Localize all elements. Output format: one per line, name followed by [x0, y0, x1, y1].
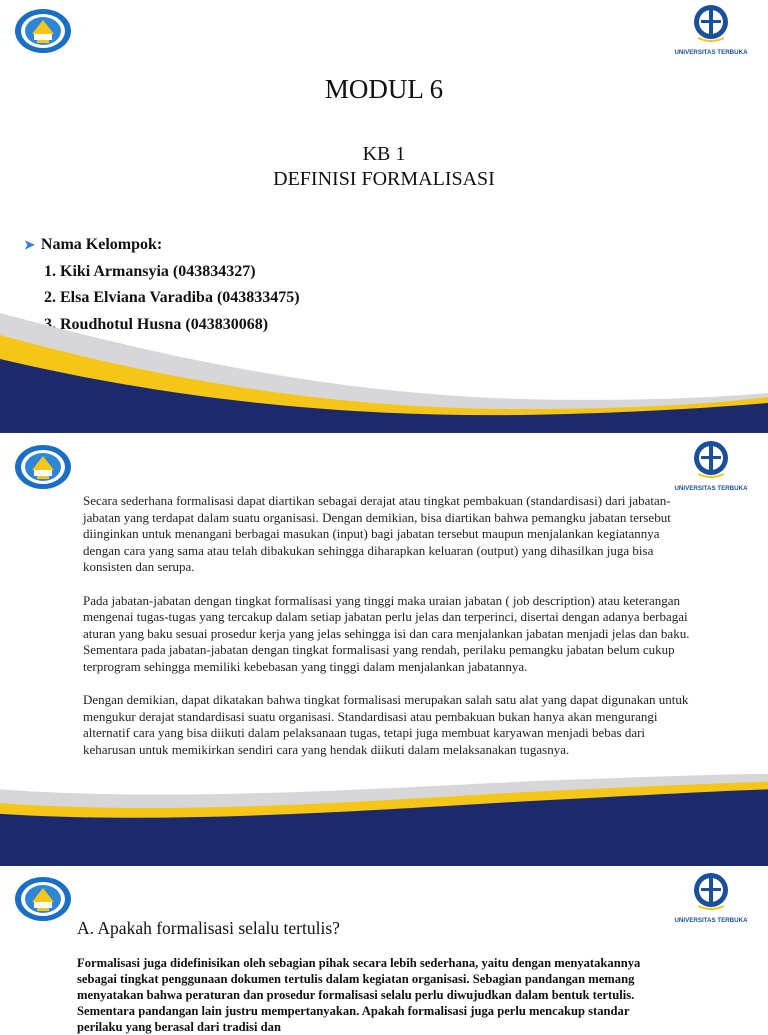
section-heading: A. Apakah formalisasi selalu tertulis?	[77, 918, 340, 938]
slide-1	[0, 0, 768, 433]
ut-logo-caption: UNIVERSITAS TERBUKA	[674, 917, 748, 924]
slide-2	[0, 437, 768, 866]
paragraph: Pada jabatan-jabatan dengan tingkat formalisasi yang tinggi maka uraian jabatan ( job description) atau keterangan mengenai tugas-tugas yang tercakup dalam setiap jabatan perlu jelas dan terperinci, disertai dengan adanya berbagai aturan yang baku sesuai prosedur kerja yang jelas sehingga isi dan cara menjalankan jabatan menjadi jelas dan baku. Sementara pada jabatan-jabatan dengan tingkat formalisasi yang rendah, perilaku pemangku jabatan belum cukup terprogram sehingga memiliki kebebasan yang tinggi dalam menjalankan jabatannya.	[83, 592, 690, 674]
body-text	[83, 493, 693, 775]
arrow-bullet-icon: ➤	[24, 237, 35, 252]
paragraph: Secara sederhana formalisasi dapat diartikan sebagai derajat atau tingkat pembakuan (standardisasi) dari jabatan-jabatan yang terdapat dalam suatu organisasi. Dengan demikian, bisa diartikan bahwa pemangku jabatan tersebut diinginkan untuk menangani berbagai masukan (input) bagi jabatan tersebut maupun menjalankan kegiatannya dengan cara yang sama atau telah dibakukan sehingga diharapkan keluaran (output) yang dihasilkan juga bisa konsisten dan serupa.	[83, 493, 671, 574]
decorative-wave	[0, 774, 768, 866]
decorative-wave	[0, 313, 768, 433]
ut-logo-icon	[672, 440, 750, 494]
member-item: 2. Elsa Elviana Varadiba (043833475)	[44, 289, 300, 306]
ut-logo-caption: UNIVERSITAS TERBUKA	[674, 49, 748, 56]
ut-logo-icon	[672, 4, 750, 58]
paragraph: Formalisasi juga didefinisikan oleh sebagian pihak secara lebih sederhana, yaitu dengan menyatakannya sebagai tingkat penggunaan dokumen tertulis dalam kegiatan organisasi. Sebagian pandangan memang menyatakan bahwa peraturan dan prosedur formalisasi selalu perlu diwujudkan dalam bentuk tertulis. Sementara pandangan lain justru mempertanyakan. Apakah formalisasi juga perlu mencakup standar perilaku yang berasal dari tradisi dan	[77, 956, 641, 1034]
member-item: 1. Kiki Armansyia (043834327)	[44, 262, 256, 280]
kemdikbud-logo-icon	[14, 444, 72, 490]
ut-logo-caption: UNIVERSITAS TERBUKA	[674, 485, 748, 492]
slide-title: MODUL 6	[324, 74, 444, 104]
paragraph: Dengan demikian, dapat dikatakan bahwa tingkat formalisasi merupakan salah satu alat yang dapat digunakan untuk mengukur derajat standardisasi suatu organisasi. Standardisasi atau pembakuan bukan hanya akan mengurangi alternatif cara yang bisa diikuti dalam pelaksanaan tugas, tetapi juga membuat karyawan menjadi bebas dari keharusan untuk memikirkan sendiri cara yang hendak diikuti dalam melaksanakan tugasnya.	[83, 692, 689, 757]
group-label: Nama Kelompok:	[40, 236, 163, 253]
ut-logo-icon	[672, 872, 750, 926]
kemdikbud-logo-icon	[14, 876, 72, 922]
slide-kb: KB 1	[362, 143, 406, 165]
member-item: 3. Roudhotul Husna (043830068)	[44, 315, 269, 333]
kemdikbud-logo-icon	[14, 8, 72, 54]
slide-subtitle: DEFINISI FORMALISASI	[273, 168, 495, 190]
group-label-row	[24, 232, 300, 259]
